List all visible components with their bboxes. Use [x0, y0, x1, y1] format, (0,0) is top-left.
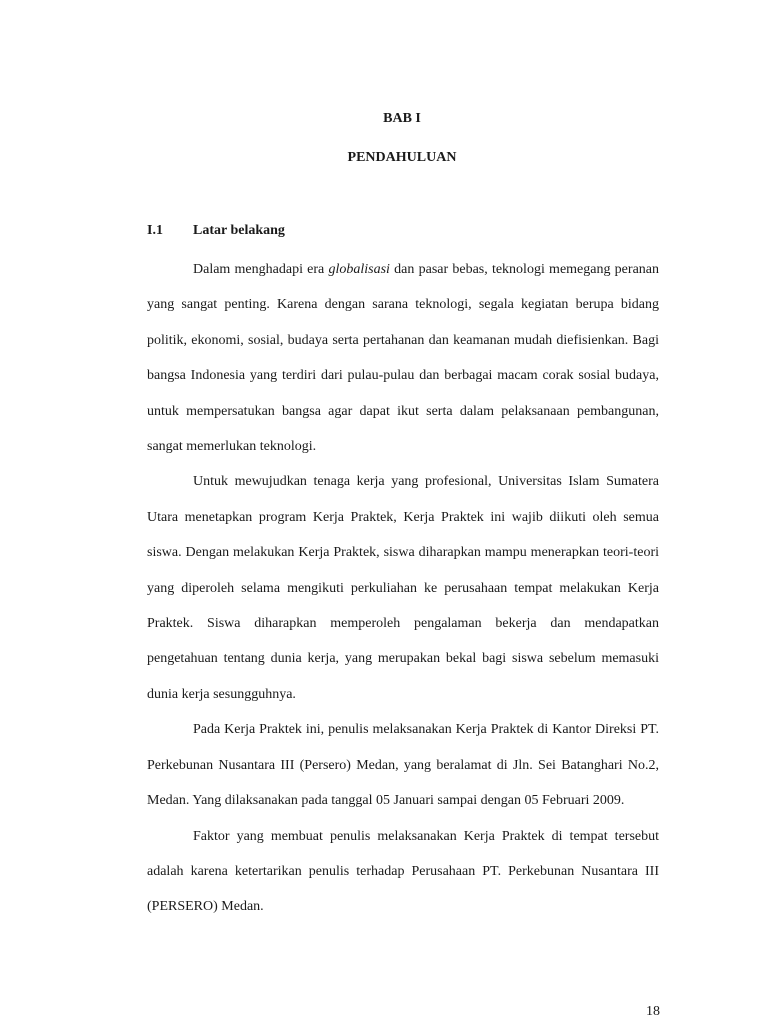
section-title: Latar belakang [193, 223, 285, 238]
chapter-title: PENDAHULUAN [347, 150, 457, 165]
paragraph-4: Faktor yang membuat penulis melaksanakan Kerja Praktek di tempat tersebut adalah karena ketertarikan penulis terhadap Perusahaan PT. Perkebunan Nusantara III (PERSERO) Medan. [147, 828, 659, 915]
paragraph-1-italic-term: globalisasi [328, 262, 390, 277]
body-text [147, 252, 659, 925]
paragraph-1-before: Dalam menghadapi era [193, 262, 329, 277]
section-number: I.1 [147, 223, 163, 238]
paragraph-2: Untuk mewujudkan tenaga kerja yang profesional, Universitas Islam Sumatera Utara menetapkan program Kerja Praktek, Kerja Praktek ini wajib diikuti oleh semua siswa. Dengan melakukan Kerja Praktek, siswa diharapkan mampu menerapkan teori-teori yang diperoleh selama mengikuti perkuliahan ke perusahaan tempat melakukan Kerja Praktek. Siswa diharapkan memperoleh pengalaman bekerja dan mendapatkan pengetahuan tentang dunia kerja, yang merupakan bekal bagi siswa sebelum memasuki dunia kerja sesungguhnya. [147, 474, 659, 702]
chapter-number: BAB I [383, 111, 421, 126]
page-number: 18 [646, 1004, 660, 1019]
paragraph-1 [147, 252, 659, 464]
paragraph-3: Pada Kerja Praktek ini, penulis melaksanakan Kerja Praktek di Kantor Direksi PT. Perkebunan Nusantara III (Persero) Medan, yang beralamat di Jln. Sei Batanghari No.2, Medan. Yang dilaksanakan pada tanggal 05 Januari sampai dengan 05 Februari 2009. [147, 722, 659, 809]
paragraph-1-after: dan pasar bebas, teknologi memegang peranan yang sangat penting. Karena dengan sarana teknologi, segala kegiatan berupa bidang politik, ekonomi, sosial, budaya serta pertahanan dan keamanan mudah diefisienkan. Bagi bangsa Indonesia yang terdiri dari pulau-pulau dan berbagai macam corak sosial budaya, untuk mempersatukan bangsa agar dapat ikut serta dalam pelaksanaan pembangunan, sangat memerlukan teknologi. [147, 262, 659, 455]
section-heading [147, 223, 285, 239]
